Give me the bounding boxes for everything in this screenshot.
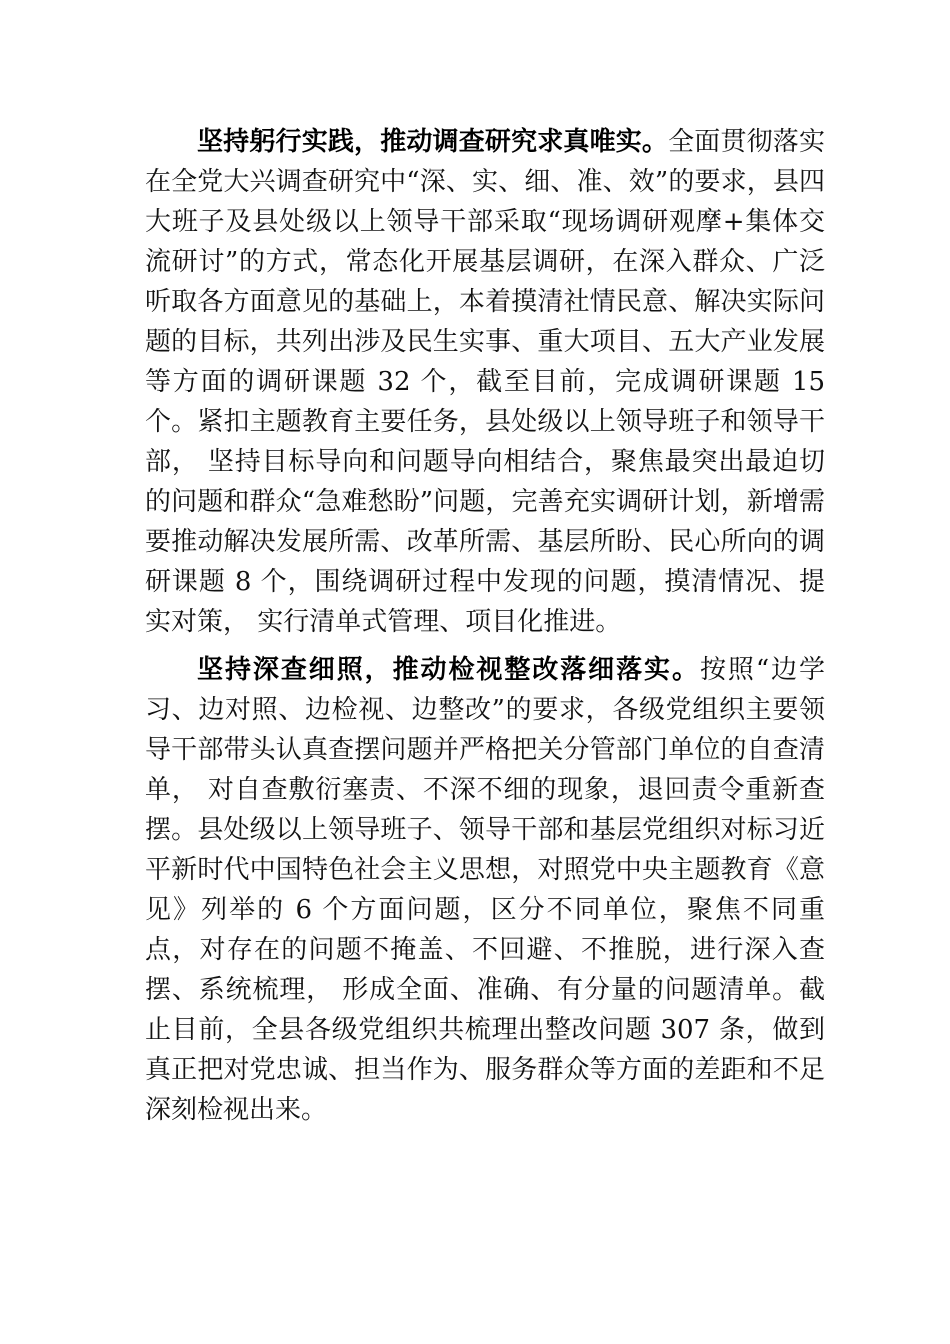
document-page [145,122,825,1222]
paragraph-body: 按照“边学习、边对照、边检视、边整改”的要求，各级党组织主要领导干部带头认真查摆问题并严格把关分管部门单位的自查清单， 对自查敷衍塞责、不深不细的现象，退回责令重新查摆。县处级以上领导班子、领导干部和基层党组织对标习近平新时代中国特色社会主义思想，对照党中央主题教育《意见》列举的 6 个方面问题，区分不同单位，聚焦不同重点，对存在的问题不掩盖、不回避、不推脱，进行深入查摆、系统梳理， 形成全面、准确、有分量的问题清单。截止目前，全县各级党组织共梳理出整改问题 307 条，做到真正把对党忠诚、担当作为、服务群众等方面的差距和不足深刻检视出来。 [145,655,825,1125]
paragraph-rectification [145,650,825,1130]
paragraph-heading: 坚持躬行实践，推动调查研究求真唯实。 [197,127,669,157]
paragraph-research [145,122,825,642]
paragraph-heading: 坚持深查细照，推动检视整改落细落实。 [197,655,700,685]
paragraph-body: 全面贯彻落实在全党大兴调查研究中“深、实、细、准、效”的要求，县四大班子及县处级以上领导干部采取“现场调研观摩+集体交流研讨”的方式，常态化开展基层调研，在深入群众、广泛听取各方面意见的基础上，本着摸清社情民意、解决实际问题的目标，共列出涉及民生实事、重大项目、五大产业发展等方面的调研课题 32 个，截至目前，完成调研课题 15 个。紧扣主题教育主要任务，县处级以上领导班子和领导干部， 坚持目标导向和问题导向相结合，聚焦最突出最迫切的问题和群众“急难愁盼”问题，完善充实调研计划，新增需要推动解决发展所需、改革所需、基层所盼、民心所向的调研课题 8 个，围绕调研过程中发现的问题，摸清情况、提实对策， 实行清单式管理、项目化推进。 [145,127,825,637]
